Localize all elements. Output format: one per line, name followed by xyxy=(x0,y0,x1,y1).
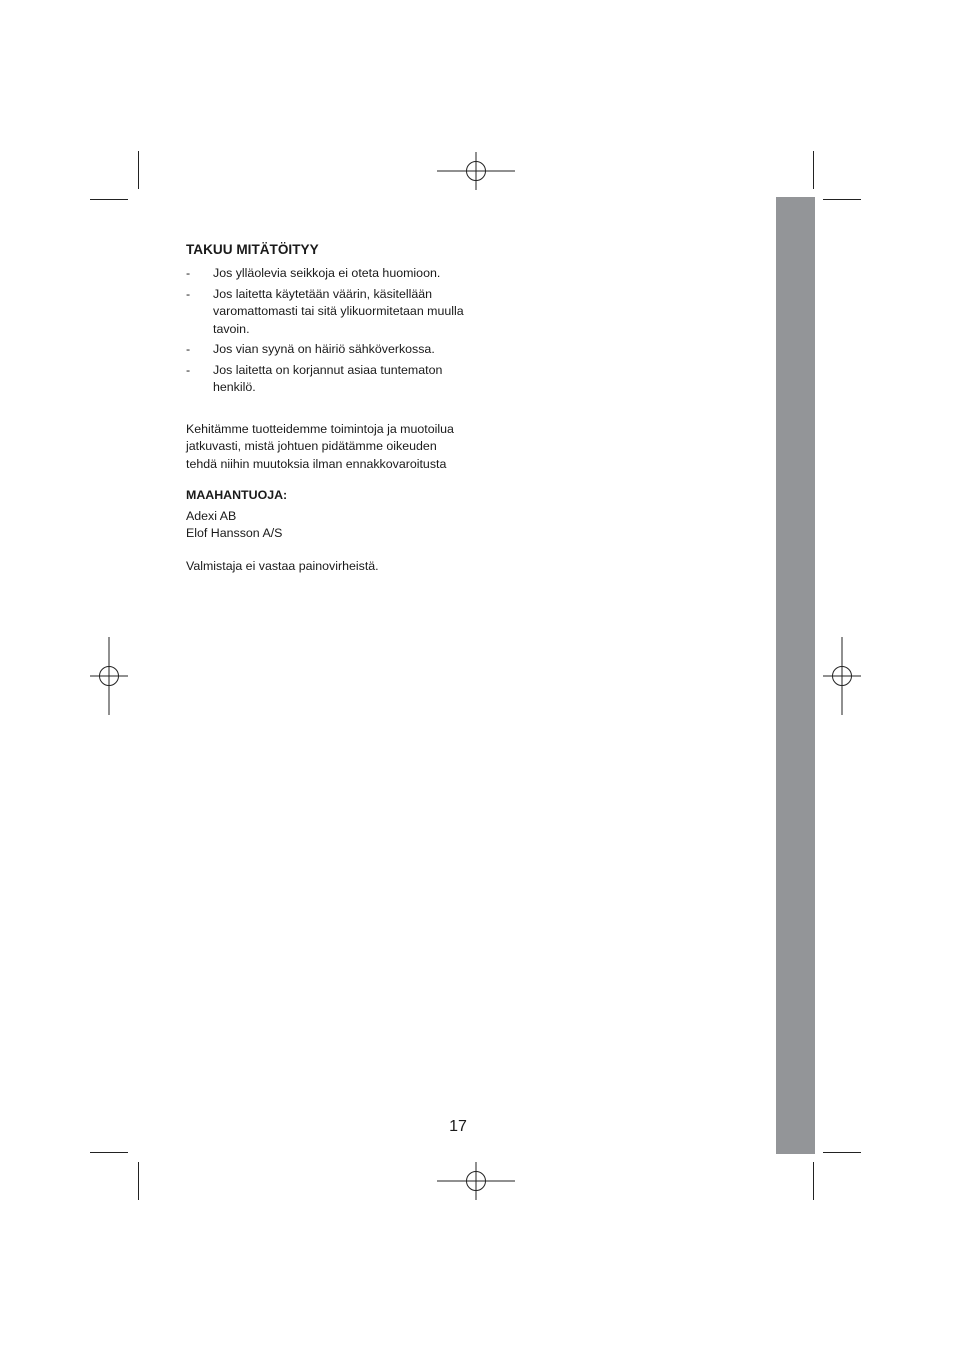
list-item xyxy=(186,286,466,339)
registration-mark-right-icon xyxy=(823,637,861,715)
list-item-text: Jos ylläolevia seikkoja ei oteta huomioon. xyxy=(213,266,441,280)
importer-name: Adexi AB xyxy=(186,508,237,523)
crop-mark-bottom-right-vertical xyxy=(813,1162,814,1200)
list-item xyxy=(186,341,466,359)
importer-name: Elof Hansson A/S xyxy=(186,526,283,540)
crop-mark-bottom-left-horizontal xyxy=(90,1152,128,1153)
page-number: 17 xyxy=(449,1118,467,1135)
list-item xyxy=(186,265,466,283)
list-dash: - xyxy=(186,266,191,280)
warranty-void-heading: TAKUU MITÄTÖITYY xyxy=(186,242,319,257)
list-dash: - xyxy=(186,342,191,356)
registration-mark-left-icon xyxy=(90,637,128,715)
registration-mark-bottom-icon xyxy=(437,1162,515,1200)
development-notice: Kehitämme tuotteidemme toimintoja ja muotoilua jatkuvasti, mistä johtuen pidätämme oikeuden tehdä niihin muutoksia ilman ennakkovaroitusta xyxy=(186,421,454,471)
crop-mark-bottom-right-horizontal xyxy=(823,1152,861,1153)
page-content xyxy=(186,241,466,575)
crop-mark-bottom-left-vertical xyxy=(138,1162,139,1200)
list-item xyxy=(186,362,466,397)
registration-mark-top-icon xyxy=(437,152,515,190)
crop-mark-top-left-vertical xyxy=(138,151,139,189)
crop-mark-top-right-vertical xyxy=(813,151,814,189)
crop-mark-top-right-horizontal xyxy=(823,199,861,200)
list-dash: - xyxy=(186,286,191,301)
warranty-void-list xyxy=(186,265,466,397)
crop-mark-top-left-horizontal xyxy=(90,199,128,200)
list-item-text: Jos laitetta käytetään väärin, käsitellään varomattomasti tai sitä ylikuormitetaan muulla tavoin. xyxy=(213,286,464,336)
side-tab-bar xyxy=(776,197,815,1154)
printing-error-disclaimer: Valmistaja ei vastaa painovirheistä. xyxy=(186,558,379,573)
list-item-text: Jos vian syynä on häiriö sähköverkossa. xyxy=(213,342,435,356)
importer-heading: MAAHANTUOJA: xyxy=(186,488,288,502)
list-dash: - xyxy=(186,362,191,377)
list-item-text: Jos laitetta on korjannut asiaa tuntematon henkilö. xyxy=(213,362,443,394)
